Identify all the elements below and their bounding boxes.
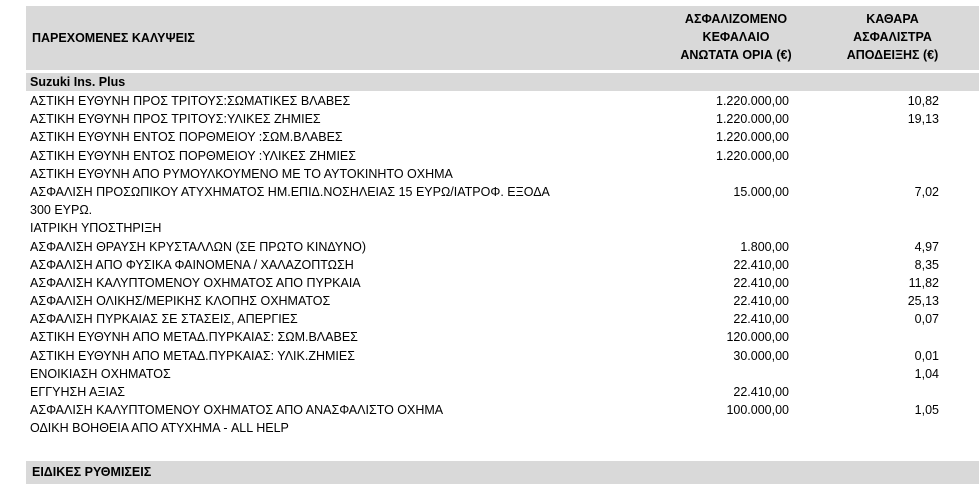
insured-capital-value: 22.410,00 <box>733 294 789 309</box>
insured-capital-value: 15.000,00 <box>733 184 789 199</box>
table-row <box>30 201 975 219</box>
insured-capital-value: 100.000,00 <box>726 403 789 418</box>
table-row <box>30 147 975 165</box>
special-terms-title: ΕΙΔΙΚΕΣ ΡΥΘΜΙΣΕΙΣ <box>32 465 152 479</box>
table-row <box>30 183 975 201</box>
coverage-description: ΑΣΦΑΛΙΣΗ ΘΡΑΥΣΗ ΚΡΥΣΤΑΛΛΩΝ (ΣΕ ΠΡΩΤΟ ΚΙΝΔΥΝΟ) <box>30 239 367 254</box>
coverage-description: ΑΣΦΑΛΙΣΗ ΚΑΛΥΠΤΟΜΕΝΟΥ ΟΧΗΜΑΤΟΣ ΑΠΟ ΠΥΡΚΑΙΑ <box>30 275 361 290</box>
table-row <box>30 256 975 274</box>
coverage-description: ΑΣΤΙΚΗ ΕΥΘΥΝΗ ΕΝΤΟΣ ΠΟΡΘΜΕΙΟΥ :ΣΩΜ.ΒΛΑΒΕΣ <box>30 130 343 145</box>
coverage-description: ΟΔΙΚΗ ΒΟΗΘΕΙΑ ΑΠΟ ΑΤΥΧΗΜΑ - ALL HELP <box>30 421 289 436</box>
insured-capital-value: 22.410,00 <box>733 257 789 272</box>
coverage-description: ΑΣΦΑΛΙΣΗ ΚΑΛΥΠΤΟΜΕΝΟΥ ΟΧΗΜΑΤΟΣ ΑΠΟ ΑΝΑΣΦΑΛΙΣΤΟ ΟΧΗΜΑ <box>30 403 444 418</box>
table-row <box>30 328 975 346</box>
header-net-premium <box>826 10 959 64</box>
coverage-description: 300 ΕΥΡΩ. <box>30 203 93 218</box>
coverage-description: ΑΣΦΑΛΙΣΗ ΟΛΙΚΗΣ/ΜΕΡΙΚΗΣ ΚΛΟΠΗΣ ΟΧΗΜΑΤΟΣ <box>30 294 331 309</box>
coverage-description: ΑΣΤΙΚΗ ΕΥΘΥΝΗ ΑΠΟ ΜΕΤΑΔ.ΠΥΡΚΑΙΑΣ: ΥΛΙΚ.ΖΗΜΙΕΣ <box>30 348 355 363</box>
header-coverages <box>32 29 195 47</box>
table-row <box>30 310 975 328</box>
insured-capital-value: 22.410,00 <box>733 385 789 399</box>
net-premium-value: 0,07 <box>914 312 939 327</box>
net-premium-value: 11,82 <box>908 275 939 290</box>
net-premium-value: 1,05 <box>914 403 939 418</box>
table-row <box>30 347 975 365</box>
table-row <box>30 419 975 437</box>
table-row <box>30 110 975 128</box>
coverage-description: ΑΣΤΙΚΗ ΕΥΘΥΝΗ ΑΠΟ ΜΕΤΑΔ.ΠΥΡΚΑΙΑΣ: ΣΩΜ.ΒΛΑΒΕΣ <box>30 330 358 345</box>
header-capital-line-1: ΑΣΦΑΛΙΖΟΜΕΝΟ <box>684 12 788 26</box>
table-row <box>30 165 975 183</box>
insured-capital-value: 1.220.000,00 <box>716 112 789 127</box>
special-terms-band <box>26 461 979 484</box>
header-coverages-label: ΠΑΡΕΧΟΜΕΝΕΣ ΚΑΛΥΨΕΙΣ <box>32 31 195 45</box>
header-premium-line-2: ΑΣΦΑΛΙΣΤΡΑ <box>853 30 932 44</box>
coverage-description: ΕΝΟΙΚΙΑΣΗ ΟΧΗΜΑΤΟΣ <box>30 366 171 381</box>
table-row <box>30 365 975 383</box>
insured-capital-value: 22.410,00 <box>733 275 789 290</box>
table-row <box>30 401 975 419</box>
net-premium-value: 0,01 <box>914 348 939 363</box>
coverage-description: ΑΣΦΑΛΙΣΗ ΑΠΟ ΦΥΣΙΚΑ ΦΑΙΝΟΜΕΝΑ / ΧΑΛΑΖΟΠΤΩΣΗ <box>30 257 354 272</box>
net-premium-value: 4,97 <box>914 239 939 254</box>
coverage-description: ΑΣΤΙΚΗ ΕΥΘΥΝΗ ΑΠΟ ΡΥΜΟΥΛΚΟΥΜΕΝΟ ΜΕ ΤΟ ΑΥΤΟΚΙΝΗΤΟ ΟΧΗΜΑ <box>30 166 453 181</box>
table-row <box>30 292 975 310</box>
coverage-description: ΕΓΓΥΗΣΗ ΑΞΙΑΣ <box>30 385 126 399</box>
insured-capital-value: 120.000,00 <box>726 330 789 345</box>
coverage-description: ΑΣΤΙΚΗ ΕΥΘΥΝΗ ΕΝΤΟΣ ΠΟΡΘΜΕΙΟΥ :ΥΛΙΚΕΣ ΖΗΜΙΕΣ <box>30 148 356 163</box>
insured-capital-value: 30.000,00 <box>733 348 789 363</box>
coverage-description: ΑΣΦΑΛΙΣΗ ΠΥΡΚΑΙΑΣ ΣΕ ΣΤΑΣΕΙΣ, ΑΠΕΡΓΙΕΣ <box>30 312 298 327</box>
section-title: Suzuki Ins. Plus <box>30 75 126 89</box>
table-row <box>30 274 975 292</box>
coverage-description: ΑΣΤΙΚΗ ΕΥΘΥΝΗ ΠΡΟΣ ΤΡΙΤΟΥΣ:ΣΩΜΑΤΙΚΕΣ ΒΛΑΒΕΣ <box>30 94 351 108</box>
table-row <box>30 128 975 146</box>
net-premium-value: 7,02 <box>914 184 939 199</box>
coverage-description: ΑΣΤΙΚΗ ΕΥΘΥΝΗ ΠΡΟΣ ΤΡΙΤΟΥΣ:ΥΛΙΚΕΣ ΖΗΜΙΕΣ <box>30 112 321 127</box>
net-premium-value: 1,04 <box>914 366 939 381</box>
header-premium-line-1: ΚΑΘΑΡΑ <box>866 12 919 26</box>
header-premium-line-3: ΑΠΟΔΕΙΞΗΣ (€) <box>846 48 939 62</box>
header-insured-capital <box>656 10 816 64</box>
insured-capital-value: 22.410,00 <box>733 312 789 327</box>
coverage-description: ΙΑΤΡΙΚΗ ΥΠΟΣΤΗΡΙΞΗ <box>30 221 162 236</box>
table-row <box>30 219 975 237</box>
coverage-rows <box>30 92 975 438</box>
section-band <box>26 73 979 91</box>
insured-capital-value: 1.800,00 <box>740 239 789 254</box>
table-row <box>30 92 975 110</box>
header-capital-line-2: ΚΕΦΑΛΑΙΟ <box>702 30 770 44</box>
net-premium-value: 8,35 <box>914 257 939 272</box>
coverage-table-header <box>26 6 979 70</box>
net-premium-value: 19,13 <box>907 112 939 127</box>
insured-capital-value: 1.220.000,00 <box>716 94 789 108</box>
table-row <box>30 238 975 256</box>
header-capital-line-3: ΑΝΩΤΑΤΑ ΟΡΙΑ (€) <box>680 48 792 62</box>
coverage-description: ΑΣΦΑΛΙΣΗ ΠΡΟΣΩΠΙΚΟΥ ΑΤΥΧΗΜΑΤΟΣ ΗΜ.ΕΠΙΔ.ΝΟΣΗΛΕΙΑΣ 15 ΕΥΡΩ/ΙΑΤΡΟΦ. ΕΞΟΔΑ <box>30 184 550 199</box>
net-premium-value: 25,13 <box>907 294 939 309</box>
table-row <box>30 383 975 401</box>
insured-capital-value: 1.220.000,00 <box>716 148 789 163</box>
net-premium-value: 10,82 <box>907 94 939 108</box>
insured-capital-value: 1.220.000,00 <box>716 130 789 145</box>
